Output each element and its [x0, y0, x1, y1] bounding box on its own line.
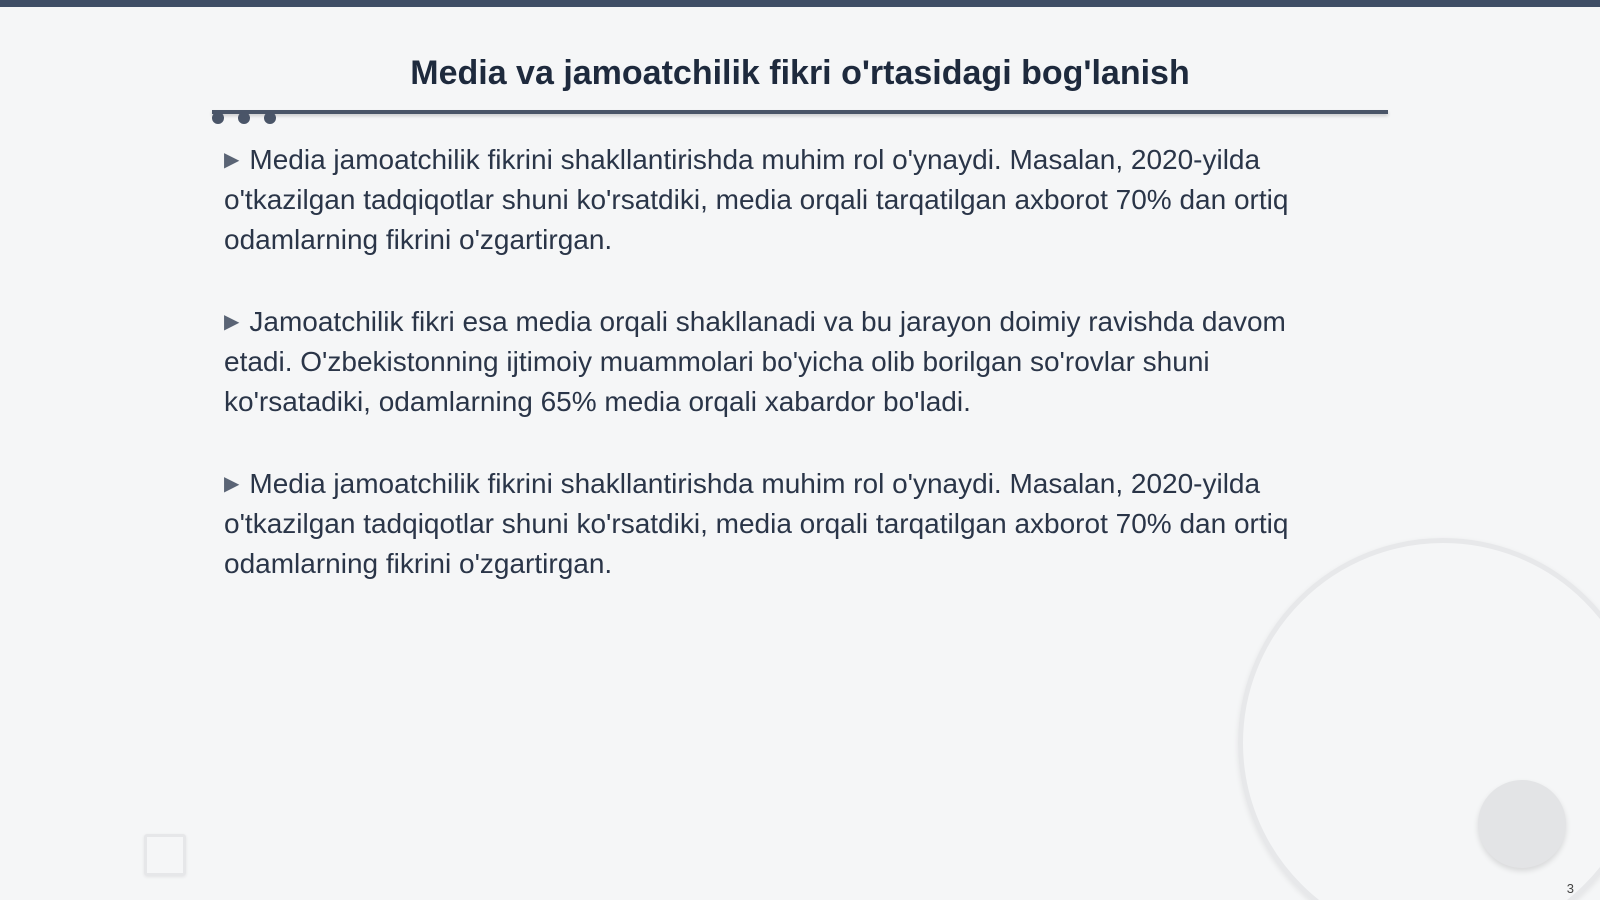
triangle-right-icon: ▶ [224, 311, 240, 333]
bullet-list [224, 140, 1354, 626]
bullet-text: Media jamoatchilik fikrini shakllantirishda muhim rol o'ynaydi. Masalan, 2020-yilda o'tkazilgan tadqiqotlar shuni ko'rsatdiki, media orqali tarqatilgan axborot 70% dan ortiq odamlarning fikrini o'zgartirgan. [224, 468, 1289, 579]
divider-dots [212, 112, 276, 124]
bullet-item [224, 140, 1354, 260]
triangle-right-icon: ▶ [224, 149, 240, 171]
bullet-text: Media jamoatchilik fikrini shakllantirishda muhim rol o'ynaydi. Masalan, 2020-yilda o'tkazilgan tadqiqotlar shuni ko'rsatdiki, media orqali tarqatilgan axborot 70% dan ortiq odamlarning fikrini o'zgartirgan. [224, 144, 1289, 255]
bullet-text: Jamoatchilik fikri esa media orqali shakllanadi va bu jarayon doimiy ravishda davom etadi. O'zbekistonning ijtimoiy muammolari bo'yicha olib borilgan so'rovlar shuni ko'rsatadiki, odamlarning 65% media orqali xabardor bo'ladi. [224, 306, 1286, 417]
top-accent-bar [0, 0, 1600, 7]
dot-icon [264, 112, 276, 124]
dot-icon [238, 112, 250, 124]
triangle-right-icon: ▶ [224, 473, 240, 495]
bullet-item [224, 302, 1354, 422]
title-divider [212, 110, 1388, 114]
bullet-item [224, 464, 1354, 584]
decorative-circle [1478, 780, 1566, 868]
decorative-square [144, 834, 186, 876]
dot-icon [212, 112, 224, 124]
slide-title: Media va jamoatchilik fikri o'rtasidagi bog'lanish [410, 54, 1190, 92]
page-number: 3 [1566, 881, 1574, 896]
